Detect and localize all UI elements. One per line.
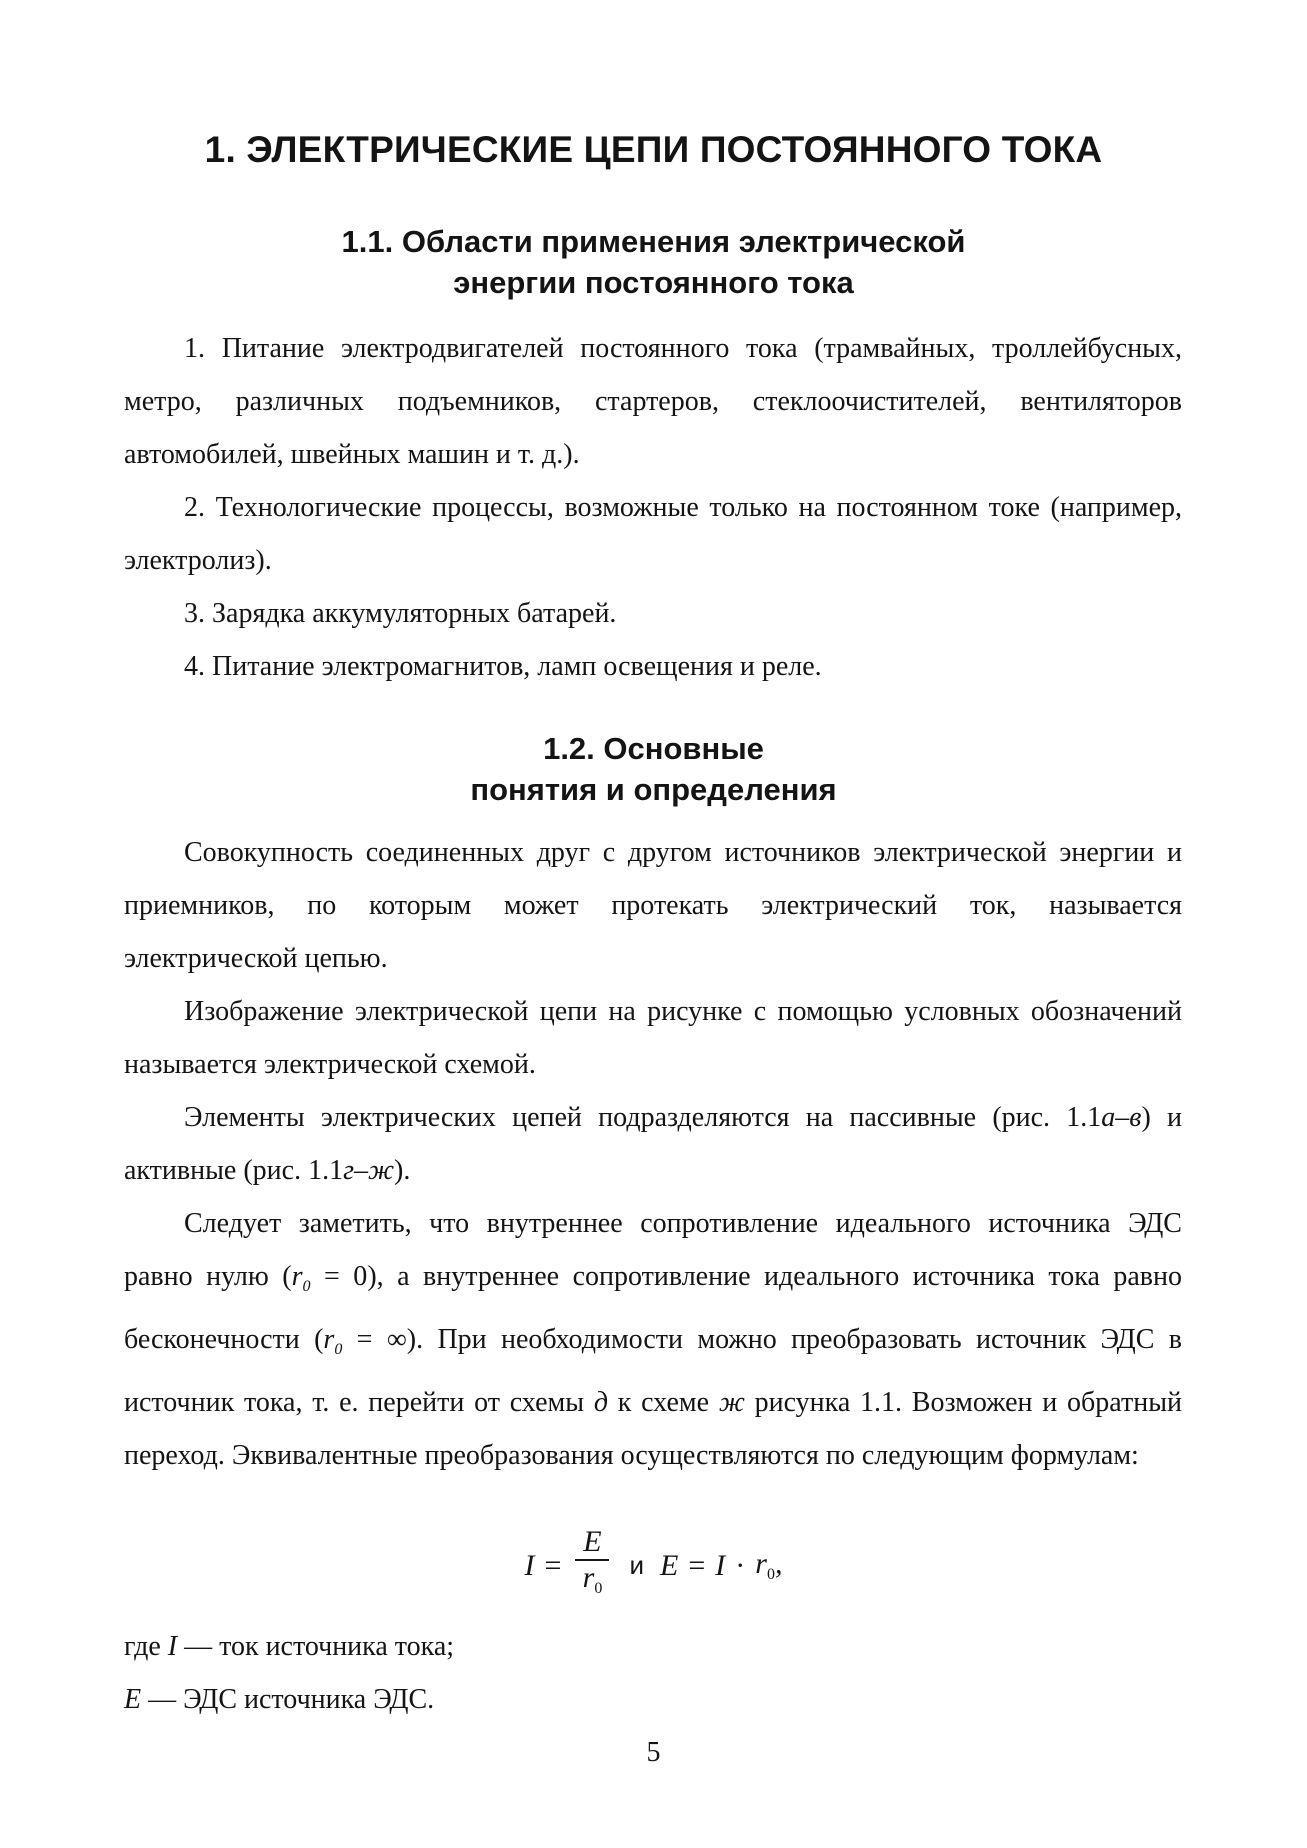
text-segment: ), а внутреннее сопротивление идеального источника тока равно бесконечности ( bbox=[124, 1261, 1182, 1355]
text-segment: ). bbox=[394, 1155, 411, 1186]
chapter-title: 1. ЭЛЕКТРИЧЕСКИЕ ЦЕПИ ПОСТОЯННОГО ТОКА bbox=[204, 129, 1103, 170]
where-var-emf: E bbox=[124, 1684, 142, 1715]
text-segment: Элементы электрических цепей подразделяются на пассивные (рис. 1.1 bbox=[184, 1102, 1102, 1133]
paragraph-element-types bbox=[124, 1091, 1182, 1197]
where-line-emf bbox=[124, 1673, 434, 1726]
fraction-denominator bbox=[583, 1561, 603, 1606]
where-prefix: где bbox=[124, 1631, 168, 1662]
denominator-var: r bbox=[582, 1561, 595, 1594]
page-number: 5 bbox=[646, 1737, 661, 1768]
text-segment: ) и активные (рис. 1.1 bbox=[124, 1102, 1182, 1186]
formula-current-var-2: I bbox=[715, 1548, 726, 1582]
var-r: r bbox=[323, 1324, 335, 1355]
where-desc-current: — ток источника тока; bbox=[177, 1631, 455, 1662]
fraction-numerator: E bbox=[583, 1525, 602, 1558]
paragraph-source-conversion bbox=[124, 1197, 1182, 1482]
scheme-zh: ж bbox=[718, 1387, 745, 1418]
text-segment: рисунка 1.1. Возможен и обратный переход. Эквивалентные преобразования осуществляются по следующим формулам: bbox=[124, 1387, 1182, 1471]
subscript-0: 0 bbox=[334, 1341, 343, 1358]
formula-current-var: I bbox=[524, 1548, 535, 1582]
section-2-heading-line-2: понятия и определения bbox=[470, 772, 837, 807]
list-item-1: 1. Питание электродвигателей постоянного тока (трамвайных, троллейбусных, метро, различных подъемников, стартеров, стеклоочистителей, вентиляторов автомобилей, швейных машин и т. д.). bbox=[124, 333, 1182, 470]
paragraph-circuit-definition: Совокупность соединенных друг с другом источников электрической энергии и приемников, по которым может протекать электрический ток, называется электрической цепью. bbox=[124, 837, 1182, 974]
resistance-subscript: 0 bbox=[766, 1566, 775, 1583]
equals-infinity: = ∞ bbox=[342, 1324, 407, 1355]
formula-equals: = bbox=[544, 1548, 562, 1582]
text-segment: Следует заметить, что внутреннее сопротивление идеального источника ЭДС равно нулю ( bbox=[124, 1208, 1182, 1292]
denominator-subscript: 0 bbox=[594, 1580, 603, 1597]
subscript-0: 0 bbox=[302, 1278, 311, 1295]
formula-emf-var: E bbox=[660, 1548, 679, 1582]
list-item-2: 2. Технологические процессы, возможные только на постоянном токе (например, электролиз). bbox=[124, 492, 1182, 576]
text-segment: к схеме bbox=[607, 1387, 719, 1418]
section-1-heading-line-2: энергии постоянного тока bbox=[453, 265, 854, 300]
section-1-heading bbox=[0, 221, 1307, 303]
where-desc-emf: — ЭДС источника ЭДС. bbox=[141, 1684, 435, 1715]
conversion-formula bbox=[0, 1525, 1307, 1605]
formula-fraction bbox=[575, 1525, 609, 1606]
section-1-heading-line-1: 1.1. Области применения электрической bbox=[341, 224, 966, 259]
formula-conjunction: и bbox=[629, 1550, 644, 1580]
list-item-4: 4. Питание электромагнитов, ламп освещения и реле. bbox=[184, 651, 822, 682]
section-2-heading-line-1: 1.2. Основные bbox=[543, 731, 764, 766]
section-2-heading bbox=[0, 728, 1307, 810]
where-var-current: I bbox=[167, 1631, 178, 1662]
formula-multiply-dot: · bbox=[735, 1548, 746, 1582]
list-item-3: 3. Зарядка аккумуляторных батарей. bbox=[184, 598, 617, 629]
formula-equals: = bbox=[688, 1548, 706, 1582]
formula-resistance-var bbox=[755, 1547, 782, 1584]
scheme-d: д bbox=[593, 1387, 608, 1418]
paragraph-schematic-definition: Изображение электрической цепи на рисунке с помощью условных обозначений называется электрической схемой. bbox=[124, 996, 1182, 1080]
figure-range-passive: а–в bbox=[1101, 1102, 1142, 1133]
text-segment: ). При необходимости можно преобразовать источник ЭДС в источник тока, т. е. перейти от схемы bbox=[124, 1324, 1182, 1418]
var-r: r bbox=[291, 1261, 303, 1292]
equals-zero: = 0 bbox=[310, 1261, 368, 1292]
resistance-letter: r bbox=[755, 1547, 767, 1580]
where-line-current bbox=[124, 1620, 454, 1673]
figure-range-active: г–ж bbox=[343, 1155, 395, 1186]
formula-comma: , bbox=[774, 1547, 783, 1580]
